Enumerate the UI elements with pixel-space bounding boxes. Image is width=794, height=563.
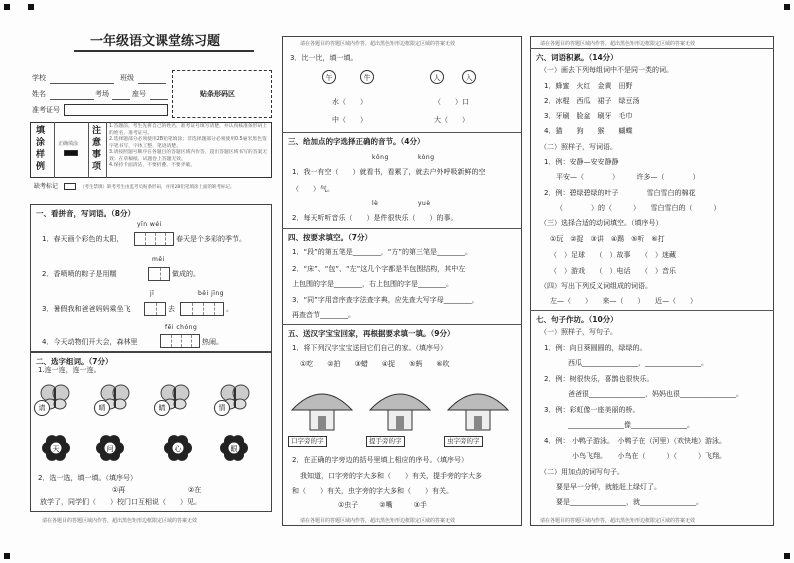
butterfly-label: 请 (34, 400, 50, 416)
s3-title: 三、给加点的字选择正确的音节。（4分） (288, 137, 425, 146)
barcode-label: 贴条形码区 (200, 90, 235, 98)
pinyin-grid[interactable] (148, 267, 170, 281)
class-label: 班级 (120, 74, 134, 82)
mushroom-house[interactable] (368, 384, 432, 445)
corner-mark (4, 4, 10, 10)
s2-q3: 3．比一比，填一填。 (290, 54, 358, 62)
absent-label: 缺考标记 (34, 183, 59, 190)
s7-title: 七、句子作坊。（10分） (536, 315, 618, 324)
seat-label: 座号 (132, 90, 146, 98)
room-label: 考场 (95, 90, 109, 98)
corner-mark (784, 4, 790, 10)
pinyin-grid[interactable] (134, 232, 174, 246)
s6-title: 六、词语积累。（14分） (536, 53, 618, 62)
flower-char[interactable] (220, 434, 248, 462)
footer-note: 请在各题目的答题区域内作答，超出黑色矩形边框限定区域的答案无效 (42, 518, 198, 524)
butterfly-label: 晴 (94, 400, 110, 416)
s1-q1: 1．春天画个彩色的太阳， (42, 235, 124, 243)
mushroom-house[interactable] (290, 384, 354, 445)
svg-text:问: 问 (106, 445, 114, 453)
exam-no-label: 准考证号 (32, 106, 60, 114)
name-label: 姓名 (32, 90, 46, 98)
house-label: 口字旁的字 (288, 436, 327, 447)
house-label: 虫字旁的字 (444, 436, 483, 447)
butterfly-char[interactable] (220, 384, 250, 410)
notice-title: 注意事项 (92, 126, 102, 172)
s1-q2: 2．香喷喷的粽子是用糯 (42, 270, 117, 278)
house-label: 提手旁的字 (366, 436, 405, 447)
page-title: 一年级语文课堂练习题 (90, 34, 221, 49)
exam-no-boxes[interactable] (64, 104, 168, 116)
butterfly-char[interactable] (160, 384, 190, 410)
svg-text:眼: 眼 (230, 445, 238, 453)
svg-text:心: 心 (174, 445, 182, 453)
s5-items: ①吃 ②拍 ③蜡 ④捉 ⑤蚂 ⑥吹 (300, 360, 450, 368)
notice-text: 1.答题前，考生先将自己的姓名、准考证号填写清楚，并认真核准条形码上的姓名、准考证号。 2.选择题部分必须使用2B铅笔填涂；非选择题部分必须使用0.5毫米黑色签字笔书写，字体工整、笔迹清楚。 3.请按照题号顺序在各题目的答题区域内作答，超出答题区域书写的答案无效；在草稿纸、试题卷上答题无效。 4.保持卡面清洁，不要折叠、不要弄破。 (109, 124, 268, 168)
absent-checkbox[interactable] (64, 183, 76, 190)
flower-char[interactable] (96, 434, 124, 462)
corner-mark (784, 553, 790, 559)
exam-page: 一年级语文课堂练习题 学校 班级 姓名 考场 座号 准考证号 贴条形码区 填涂样例 正确填涂 注意事项 1.答题前，考生先将自己的姓名、准考证号填写清楚，并认真核准条形码上的姓名、准考证号。 2.选择题部分必须使用2B铅笔填涂；非选择题部分必须使用0.5毫米黑色签字笔书写，字体工整、笔迹清楚。 3.请按照题号顺序在各题目的答题区域内作答，超出答题区域书写的答案无效；在草稿纸、试题卷上答题无效。 4.保持卡面清洁，不要折叠、不要弄破。 缺考标记 （考生禁填）缺考考生由监考员贴条形码，并用2B铅笔填涂上面的缺考标记。 一、看拼音，写词语。（8分） yīn wéi 1．春天画个彩色的太阳， 春天是个多彩的季节。 měi 2．香喷喷的粽子是用糯 做成的。 jī běi jīng 3．暑假我和爸爸妈妈乘坐飞 去 。 fēi chóng 4．今天动物们开大会，森林里 热闹。 二、选字组词。（7分） 1.连一连，连一连。 请 晴 睛 情 天 问 心 眼 2．选一选，填一填。（填序号） ①再 ②在 放学了，同学们（ ）校门口互相说（ ）见。 请在各题目的答题区域内作答，超出黑色矩形边框限定区域的答案无效 请在各题目的答题区域内作答，超出黑色矩形边框限定区域的答案无效 3．比一比，填一填。 午 牛 人 入 水（ ） （ ）口 中（ ） 大（ ） 三、给加点的字选择正确的音节。（4分） kōng kòng 1．我一有空（ ）就看书，看累了，就去户外呼吸新鲜的空 （ ）气。 lè yuè 2．每天听听音乐（ ）是件很快乐（ ）的事。 四、按要求填空。（7分） 1．“段”的第五笔是________，“方”的第三笔是________。 2．“床”、“包”、“左”这几个字都是半包围结构，其中左 上包围的字是________，右上包围的字是________。 3．“同”字用音序查字法查字典，应先查大写字母________， 再查音节________。 五、送汉字宝宝回家，再根据要求填一填。（9分） 1．将下列汉字宝宝送回它们自己的家。（填序号） ①吃 ②拍 ③蜡 ④捉 ⑤蚂 ⑥吹 口字旁的字 提手旁的字 虫字旁的字 2．在正确的字旁边的括号里填上相应的序号。（填序号） 我知道，口字旁的字大多和（ ）有关，提手旁的字大多 和（ ）有关，虫字旁的字大多和（ ）有关。 ①虫子 ②嘴 ③手 请在各题目的答题区域内作答，超出黑色矩形边框限定区域的答案无效 请在各题目的答题区域内作答，超出黑色矩形边框限定区域的答案无效 六、词语积累。（14分） （一）画去下列每组词中不是同一类的词。 1．蜂蜜 火红 金黄 田野 2．冰棍 西瓜 裙子 绿豆汤 3．牙刷 脸盆 刷牙 毛巾 4．猫 狗 猴 蝴蝶 （二）照样子，写词语。 1．例：安静—安安静静 平安—（ ） 许多—（ ） 2．例：碧绿碧绿的叶子 雪白雪白的棉花 （ ）的（ ） 雪白雪白的（ ） （三）选择合适的动词填空。（填序号） ①玩 ②捉 ③讲 ④踢 ⑤听 ⑥打 （ ）足球 （ ）故事 （ ）迷藏 （ ）游戏 （ ）电话 （ ）音乐 （四）写出下列反义词组成的词语。 左—（ ） 来—（ ） 近—（ ） 七、句子作坊。（10分） （一）照样子，写句子。 1．例：向日葵圆圆的，绿绿的。 西瓜________________，________________。 2．例：树很快乐，喜鹊也很快乐。 爸爸很________________，妈妈也很________________。 3．例：彩虹像一座美丽的桥。 ________________像________________。 4．例： 小鸭子游泳。 小鸭子在（河里）（欢快地）游泳。 小鸟飞翔。 小鸟在（ ）（ ）飞翔。 （二）用加点的词写句子。 要是早一分钟，就能赶上绿灯了。 要是________________，就________________。 请在各题目的答题区域内作答，超出黑色矩形边框限定区域的答案无效 (0, 0, 794, 563)
s1-q3: 3．暑假我和爸爸妈妈乘坐飞 (42, 305, 131, 313)
s1-title: 一、看拼音，写词语。（8分） (36, 209, 135, 218)
fill-sample-title: 填涂样例 (36, 126, 46, 172)
header-note: 请在各题目的答题区域内作答，超出黑色矩形边框限定区域的答案无效 (300, 41, 456, 47)
pinyin-grid[interactable] (160, 334, 200, 348)
correct-fill-mark (64, 150, 78, 156)
pinyin-grid[interactable] (144, 302, 166, 316)
pinyin-grid[interactable] (180, 302, 224, 316)
s2-fill-line: 放学了，同学们（ ）校门口互相说（ ）见。 (40, 498, 201, 506)
s2-title: 二、选字组词。（7分） (36, 357, 113, 366)
s1-q4: 4．今天动物们开大会，森林里 (42, 338, 138, 346)
absent-note: （考生禁填）缺考考生由监考员贴条形码，并用2B铅笔填涂上面的缺考标记。 (80, 185, 235, 190)
corner-mark (28, 4, 34, 10)
mushroom-house[interactable] (446, 384, 510, 445)
butterfly-char[interactable] (40, 384, 70, 410)
s4-title: 四、按要求填空。（7分） (288, 233, 372, 242)
s5-title: 五、送汉字宝宝回家，再根据要求填一填。（9分） (288, 329, 455, 338)
corner-mark (4, 553, 10, 559)
school-label: 学校 (32, 74, 46, 82)
svg-text:天: 天 (52, 445, 60, 453)
correct-fill-label: 正确填涂 (58, 141, 79, 147)
flower-char[interactable] (164, 434, 192, 462)
flower-char[interactable] (42, 434, 70, 462)
section-2-box (30, 352, 272, 512)
butterfly-char[interactable] (100, 384, 130, 410)
butterfly-label: 睛 (154, 400, 170, 416)
s5-opts: ①虫子 ②嘴 ③手 (338, 501, 427, 509)
butterfly-label: 情 (214, 400, 230, 416)
